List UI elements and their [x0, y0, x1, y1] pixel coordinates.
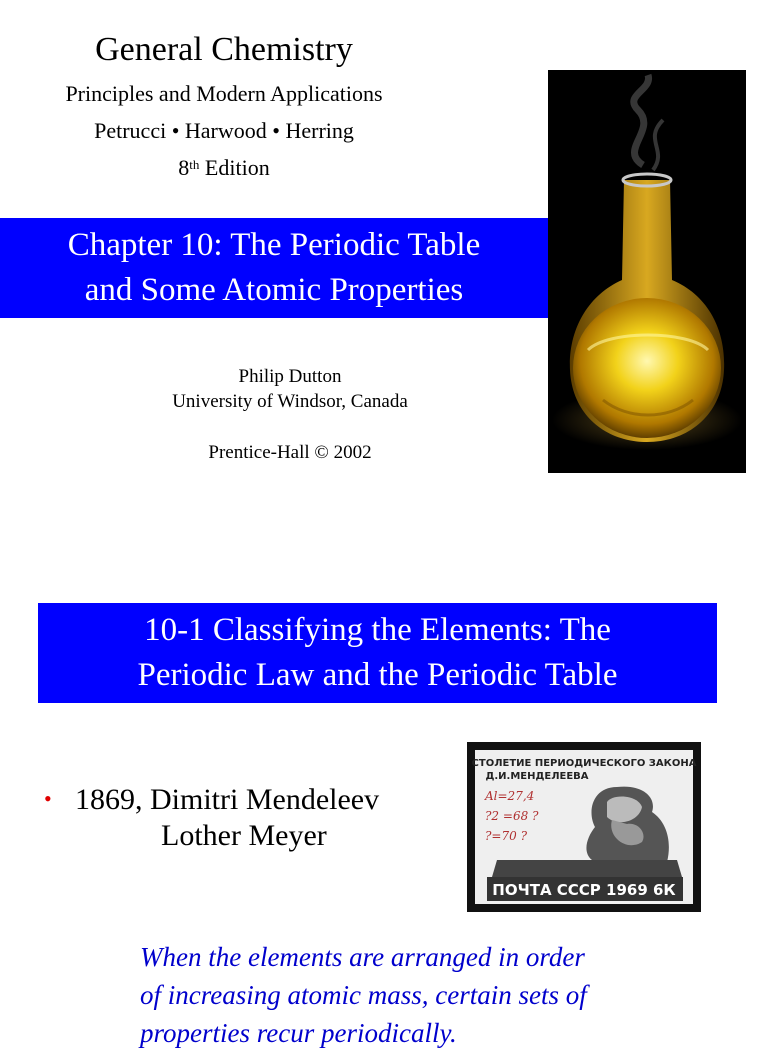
mendeleev-postage-stamp: [467, 742, 701, 912]
glowing-flask-photo: [548, 70, 746, 473]
book-authors: Petrucci • Harwood • Herring: [94, 118, 354, 143]
svg-text:?=70 ?: ?=70 ?: [485, 829, 528, 843]
presenter-name: Philip Dutton: [238, 366, 342, 387]
section-title-line1: 10-1 Classifying the Elements: The: [144, 612, 611, 648]
book-edition: [0, 154, 448, 182]
chapter-title-banner: [0, 218, 548, 318]
bullet-text-line2: Lother Meyer: [161, 819, 327, 852]
stamp-header-line2: Д.И.МЕНДЕЛЕЕВА: [485, 771, 589, 782]
bullet-text-line1: 1869, Dimitri Mendeleev: [75, 783, 380, 816]
bullet-marker: •: [44, 786, 52, 811]
stamp-footer: ПОЧТА СССР 1969 6К: [492, 881, 676, 899]
periodic-law-line3: properties recur periodically.: [140, 1018, 457, 1048]
edition-number: 8: [178, 155, 190, 180]
periodic-law-line1: When the elements are arranged in order: [140, 942, 585, 972]
periodic-law-statement: [140, 938, 680, 1052]
book-subtitle: Principles and Modern Applications: [65, 81, 383, 106]
publisher-copyright: Prentice-Hall © 2002: [208, 442, 372, 463]
svg-text:?2 =68 ?: ?2 =68 ?: [485, 809, 539, 823]
section-title-banner: [38, 603, 717, 703]
section-title-line2: Periodic Law and the Periodic Table: [137, 657, 618, 693]
book-title: General Chemistry: [95, 31, 353, 68]
svg-text:Al=27,4: Al=27,4: [485, 789, 535, 803]
presenter-affiliation: University of Windsor, Canada: [172, 391, 408, 412]
stamp-header-line1: СТОЛЕТИЕ ПЕРИОДИЧЕСКОГО ЗАКОНА: [471, 758, 697, 769]
chapter-title-line2: and Some Atomic Properties: [84, 272, 464, 308]
edition-word: Edition: [199, 155, 270, 180]
periodic-law-line2: of increasing atomic mass, certain sets of: [140, 980, 587, 1010]
chapter-title-line1: Chapter 10: The Periodic Table: [67, 227, 481, 263]
edition-suffix: th: [189, 157, 200, 172]
